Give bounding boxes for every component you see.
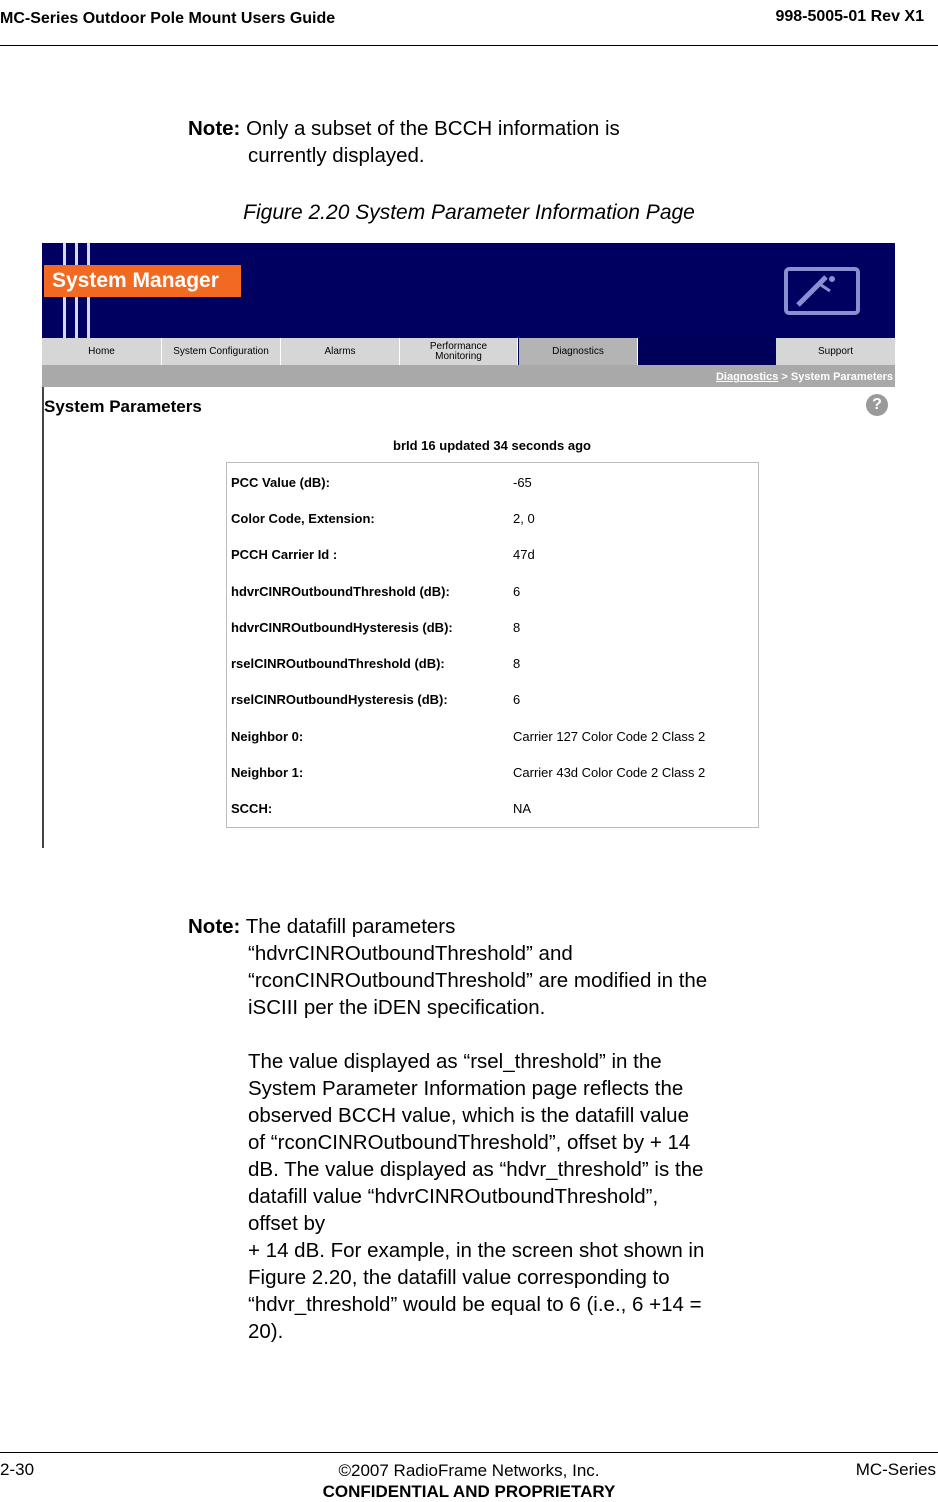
company-logo-icon: [782, 265, 862, 317]
table-row: [227, 765, 760, 785]
breadcrumb-current: System Parameters: [790, 371, 893, 383]
param-name: PCC Value (dB):: [231, 475, 330, 490]
copyright-text: ©2007 RadioFrame Networks, Inc.: [338, 1461, 600, 1480]
param-value: 8: [513, 656, 521, 671]
note-text: Only a subset of the BCCH information is: [246, 117, 620, 140]
breadcrumb: [42, 365, 895, 387]
tab-alarms[interactable]: Alarms: [281, 338, 400, 365]
breadcrumb-diagnostics[interactable]: Diagnostics: [715, 371, 779, 383]
param-name: SCCH:: [231, 801, 273, 816]
param-value: 47d: [513, 547, 535, 562]
table-row: [227, 656, 760, 676]
tab-support[interactable]: Support: [776, 338, 895, 365]
table-row: [227, 620, 760, 640]
param-name: rselCINROutboundHysteresis (dB):: [231, 692, 448, 707]
doc-header-title: MC-Series Outdoor Pole Mount Users Guide: [0, 10, 336, 27]
param-value: -65: [513, 475, 532, 490]
table-row: [227, 475, 760, 495]
note-datafill: [188, 913, 748, 1345]
note-paragraph-2: The value displayed as “rsel_threshold” in the System Parameter Information page reflects the observed BCCH value, which is the datafill value of “rconCINROutboundThreshold”, offset by + 14 dB. The value displayed as “hdvr_threshold” is the datafill value “hdvrCINROutboundThreshold”, offset by: [248, 1050, 704, 1235]
update-status: brId 16 updated 34 seconds ago: [393, 438, 591, 453]
param-name: rselCINROutboundThreshold (dB):: [231, 656, 445, 671]
tab-home[interactable]: Home: [42, 338, 162, 365]
note-text-cont: currently displayed.: [248, 144, 425, 167]
param-value: 8: [513, 620, 521, 635]
tab-diagnostics[interactable]: Diagnostics: [519, 338, 638, 365]
figure-caption: Figure 2.20 System Parameter Information Page: [243, 201, 695, 224]
note-subset: [188, 115, 748, 169]
note-paragraph-3: + 14 dB. For example, in the screen shot shown in Figure 2.20, the datafill value corresponding to “hdvr_threshold” would be equal to 6 (i.e., 6 +14 = 20).: [248, 1239, 705, 1343]
product-name: MC-Series: [855, 1460, 936, 1479]
note-text: The datafill parameters: [245, 915, 456, 938]
tab-performance-monitoring[interactable]: Performance Monitoring: [400, 338, 518, 365]
confidential-notice: CONFIDENTIAL AND PROPRIETARY: [322, 1482, 616, 1501]
page-number: 2-30: [0, 1460, 35, 1479]
content-left-border: [42, 387, 44, 848]
param-name: Color Code, Extension:: [231, 511, 375, 526]
param-name: PCCH Carrier Id :: [231, 547, 338, 562]
param-name: hdvrCINROutboundHysteresis (dB):: [231, 620, 453, 635]
note-label: Note:: [188, 915, 241, 938]
footer-rule: [0, 1452, 938, 1453]
note-label: Note:: [188, 117, 241, 140]
header-rule: [0, 45, 938, 46]
table-row: [227, 511, 760, 531]
breadcrumb-separator: >: [778, 371, 791, 383]
param-name: Neighbor 1:: [231, 765, 304, 780]
table-row: [227, 801, 760, 821]
param-name: Neighbor 0:: [231, 729, 304, 744]
param-value: Carrier 127 Color Code 2 Class 2: [513, 729, 706, 744]
system-parameters-screenshot: [42, 243, 895, 848]
param-value: Carrier 43d Color Code 2 Class 2: [513, 765, 706, 780]
param-name: hdvrCINROutboundThreshold (dB):: [231, 584, 450, 599]
help-icon[interactable]: ?: [866, 394, 888, 416]
param-value: NA: [513, 801, 532, 816]
param-value: 2, 0: [513, 511, 535, 526]
table-row: [227, 692, 760, 712]
page-title: System Parameters: [44, 397, 202, 416]
system-manager-logo: System Manager: [44, 265, 241, 297]
table-row: [227, 729, 760, 749]
tab-system-configuration[interactable]: System Configuration: [162, 338, 281, 365]
paragraph-gap: [188, 1021, 748, 1048]
param-value: 6: [513, 584, 521, 599]
copyright: [0, 1460, 938, 1502]
note-paragraph-1: “hdvrCINROutboundThreshold” and “rconCINROutboundThreshold” are modified in the iSCIII per the iDEN specification.: [248, 942, 708, 1019]
doc-number: 998-5005-01 Rev X1: [775, 8, 924, 25]
table-row: [227, 584, 760, 604]
param-value: 6: [513, 692, 521, 707]
nav-tabs: [42, 338, 895, 365]
parameters-table: [226, 462, 759, 828]
table-row: [227, 547, 760, 567]
